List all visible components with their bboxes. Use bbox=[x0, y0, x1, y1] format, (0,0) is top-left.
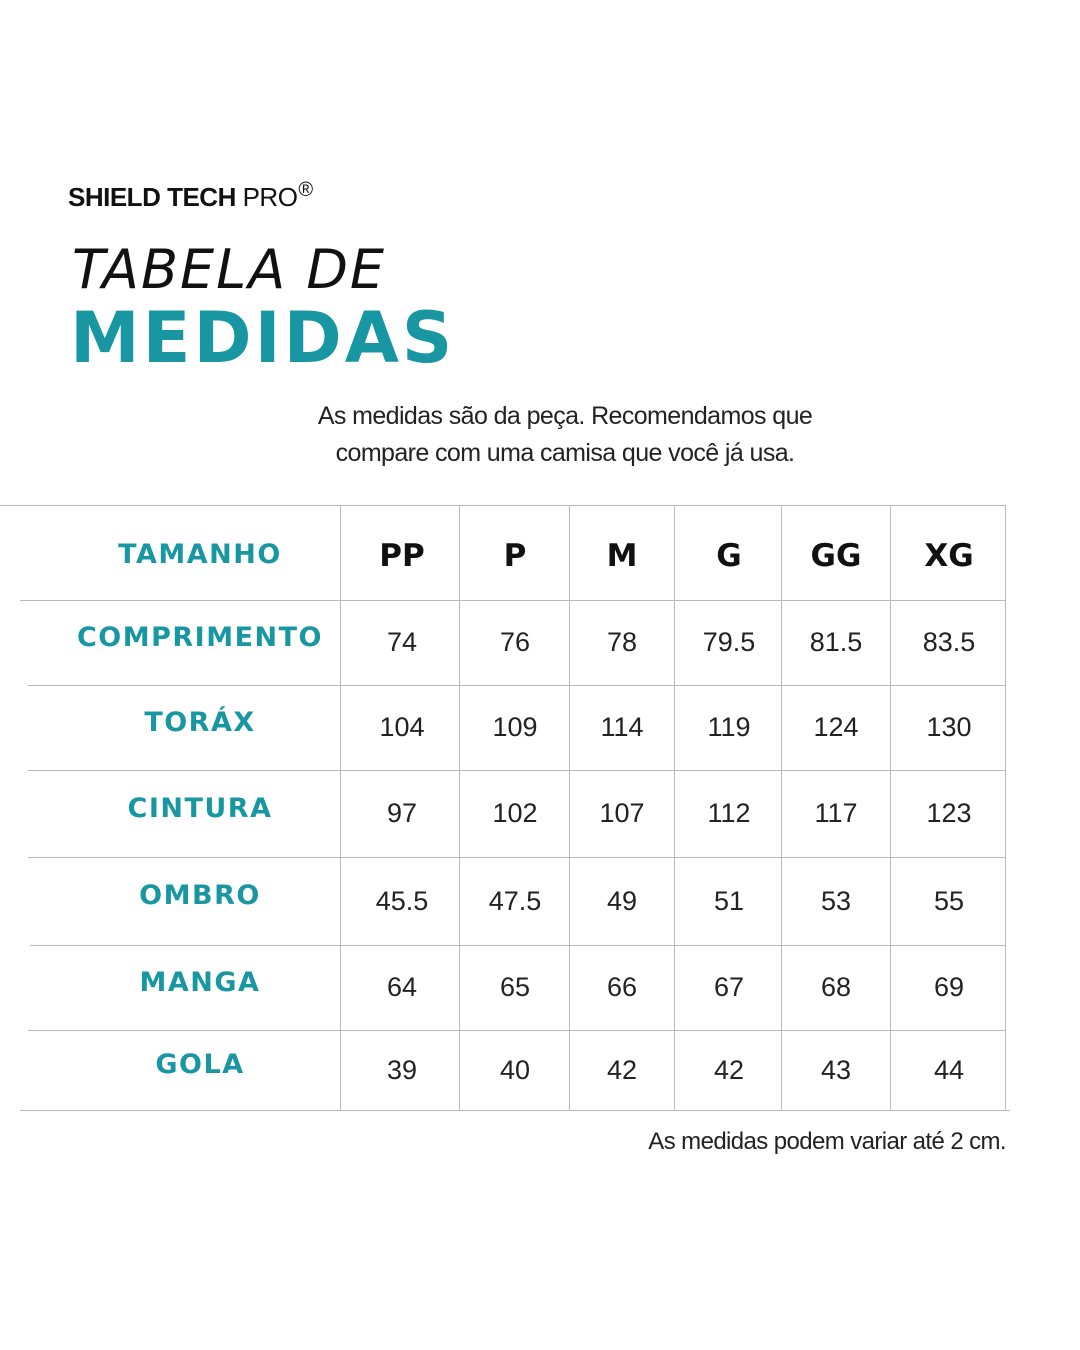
registered-mark: ® bbox=[298, 179, 313, 201]
row-label: COMPRIMENTO bbox=[76, 622, 324, 653]
brand-name-light: PRO bbox=[242, 182, 298, 212]
table-cell: 83.5 bbox=[922, 627, 976, 657]
table-cell: 123 bbox=[926, 798, 972, 828]
table-row bbox=[0, 1030, 1010, 1110]
table-cell: 66 bbox=[606, 972, 638, 1002]
header-label-tamanho: TAMANHO bbox=[118, 539, 282, 570]
table-cell: 130 bbox=[926, 712, 972, 742]
table-cell: 78 bbox=[606, 627, 638, 657]
row-label: MANGA bbox=[139, 967, 261, 998]
table-cell: 109 bbox=[492, 712, 538, 742]
table-cell: 45.5 bbox=[375, 886, 429, 916]
table-cell: 119 bbox=[707, 712, 751, 742]
table-cell: 40 bbox=[499, 1055, 531, 1085]
table-cell: 102 bbox=[492, 798, 538, 828]
table-header-row bbox=[0, 505, 1010, 600]
page-title-line2: MEDIDAS bbox=[70, 297, 456, 379]
table-cell: 97 bbox=[386, 798, 418, 828]
table-cell: 74 bbox=[386, 627, 418, 657]
size-header-m: M bbox=[606, 538, 638, 574]
table-cell: 117 bbox=[814, 798, 858, 828]
brand-name-bold: SHIELD TECH bbox=[68, 182, 236, 212]
table-row bbox=[0, 685, 1010, 770]
table-cell: 68 bbox=[820, 972, 852, 1002]
size-header-pp: PP bbox=[379, 538, 425, 574]
intro-text bbox=[240, 398, 890, 472]
table-cell: 64 bbox=[386, 972, 418, 1002]
table-cell: 79.5 bbox=[702, 627, 756, 657]
page-title-line1: TABELA DE bbox=[72, 238, 387, 301]
table-row bbox=[0, 600, 1010, 685]
size-header-g: G bbox=[716, 538, 742, 574]
size-header-gg: GG bbox=[810, 538, 862, 574]
brand-logo bbox=[68, 170, 313, 217]
table-cell: 43 bbox=[820, 1055, 852, 1085]
intro-line-1: As medidas são da peça. Recomendamos que bbox=[317, 402, 813, 430]
table-row bbox=[0, 770, 1010, 857]
table-cell: 53 bbox=[820, 886, 852, 916]
grid-horizontal-line bbox=[20, 1110, 1010, 1111]
table-row bbox=[0, 857, 1010, 945]
size-header-p: P bbox=[503, 538, 527, 574]
row-label: TORÁX bbox=[144, 707, 256, 738]
row-label: OMBRO bbox=[139, 880, 261, 911]
table-cell: 39 bbox=[386, 1055, 418, 1085]
table-cell: 47.5 bbox=[488, 886, 542, 916]
table-cell: 51 bbox=[713, 886, 745, 916]
row-label: CINTURA bbox=[127, 793, 273, 824]
table-cell: 42 bbox=[606, 1055, 638, 1085]
intro-line-2: compare com uma camisa que você já usa. bbox=[335, 439, 795, 467]
footnote: As medidas podem variar até 2 cm. bbox=[648, 1128, 1006, 1155]
table-cell: 104 bbox=[379, 712, 425, 742]
table-cell: 65 bbox=[499, 972, 531, 1002]
table-cell: 49 bbox=[606, 886, 638, 916]
table-cell: 112 bbox=[707, 798, 751, 828]
table-cell: 69 bbox=[933, 972, 965, 1002]
table-cell: 44 bbox=[933, 1055, 965, 1085]
table-cell: 107 bbox=[599, 798, 645, 828]
table-cell: 42 bbox=[713, 1055, 745, 1085]
size-header-xg: XG bbox=[924, 538, 974, 574]
row-label: GOLA bbox=[155, 1049, 245, 1080]
table-cell: 76 bbox=[499, 627, 531, 657]
table-cell: 67 bbox=[713, 972, 745, 1002]
table-cell: 81.5 bbox=[809, 627, 863, 657]
table-cell: 55 bbox=[933, 886, 965, 916]
table-cell: 114 bbox=[600, 712, 644, 742]
size-table bbox=[0, 505, 1080, 1115]
table-cell: 124 bbox=[813, 712, 859, 742]
table-row bbox=[0, 945, 1010, 1030]
